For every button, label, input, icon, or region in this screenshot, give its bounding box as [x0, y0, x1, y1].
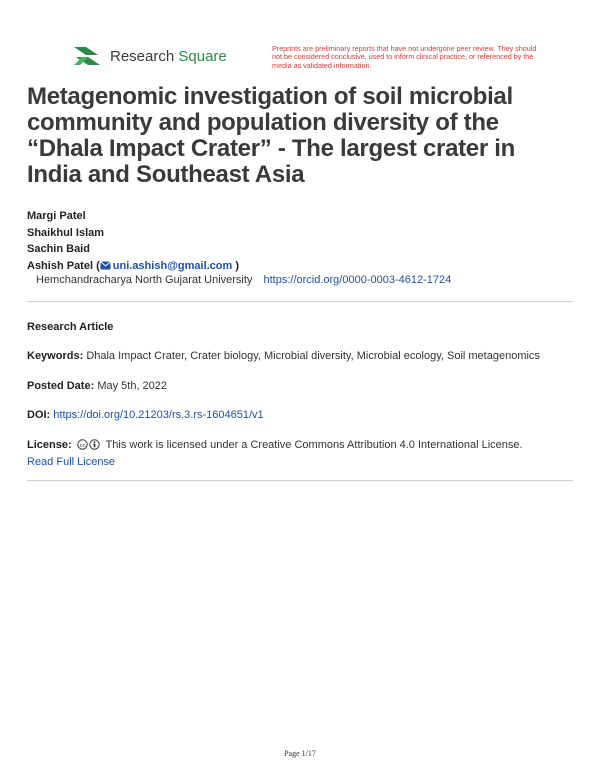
research-square-logo-icon — [72, 44, 102, 68]
email-link[interactable]: uni.ashish@gmail.com — [112, 259, 233, 272]
license-text: This work is licensed under a Creative Commons Attribution 4.0 International License. — [105, 439, 523, 451]
doi-link[interactable]: https://doi.org/10.21203/rs.3.rs-1604651/v1 — [53, 409, 264, 421]
article-type: Research Article — [27, 321, 114, 333]
open-paren: ( — [96, 259, 100, 272]
divider — [27, 301, 573, 302]
page-number: Page 1/17 — [284, 749, 316, 758]
author-name: Sachin Baid — [27, 243, 90, 255]
posted-label: Posted Date: — [27, 380, 95, 392]
license — [27, 439, 523, 451]
read-full-license-link[interactable]: Read Full License — [27, 456, 116, 468]
close-paren: ) — [235, 259, 240, 272]
brand-name: Research Square — [110, 47, 227, 65]
research-square-logo[interactable] — [72, 44, 227, 68]
author-name: Margi Patel — [27, 210, 86, 222]
divider — [27, 480, 573, 481]
author-list — [27, 208, 239, 274]
creative-commons-icon — [77, 439, 101, 450]
license-label: License: — [27, 439, 72, 451]
corresponding-author — [27, 258, 239, 275]
keywords — [27, 350, 540, 362]
posted-value: May 5th, 2022 — [97, 380, 168, 392]
doi-label: DOI: — [27, 409, 51, 421]
author-name: Ashish Patel — [27, 259, 94, 272]
affiliation — [36, 274, 451, 286]
institution: Hemchandracharya North Gujarat University — [36, 274, 253, 286]
posted-date — [27, 380, 167, 392]
mail-icon — [100, 261, 111, 270]
author-name: Shaikhul Islam — [27, 226, 105, 239]
svg-text:cc: cc — [79, 442, 85, 449]
paper-title: Metagenomic investigation of soil microbial community and population diversity of the “Dhala Impact Crater” - The largest crater in India and Southeast Asia — [27, 83, 515, 188]
doi — [27, 409, 264, 421]
orcid-link[interactable]: https://orcid.org/0000-0003-4612-1724 — [263, 274, 452, 286]
keywords-label: Keywords: — [27, 350, 84, 362]
preprint-disclaimer: Preprints are preliminary reports that have not undergone peer review. They should not be considered conclusive, used to inform clinical practice, or referenced by the media as validated information. — [272, 44, 537, 70]
keywords-value: Dhala Impact Crater, Crater biology, Microbial diversity, Microbial ecology, Soil metagenomics — [86, 350, 540, 362]
license-link-row — [27, 456, 115, 468]
